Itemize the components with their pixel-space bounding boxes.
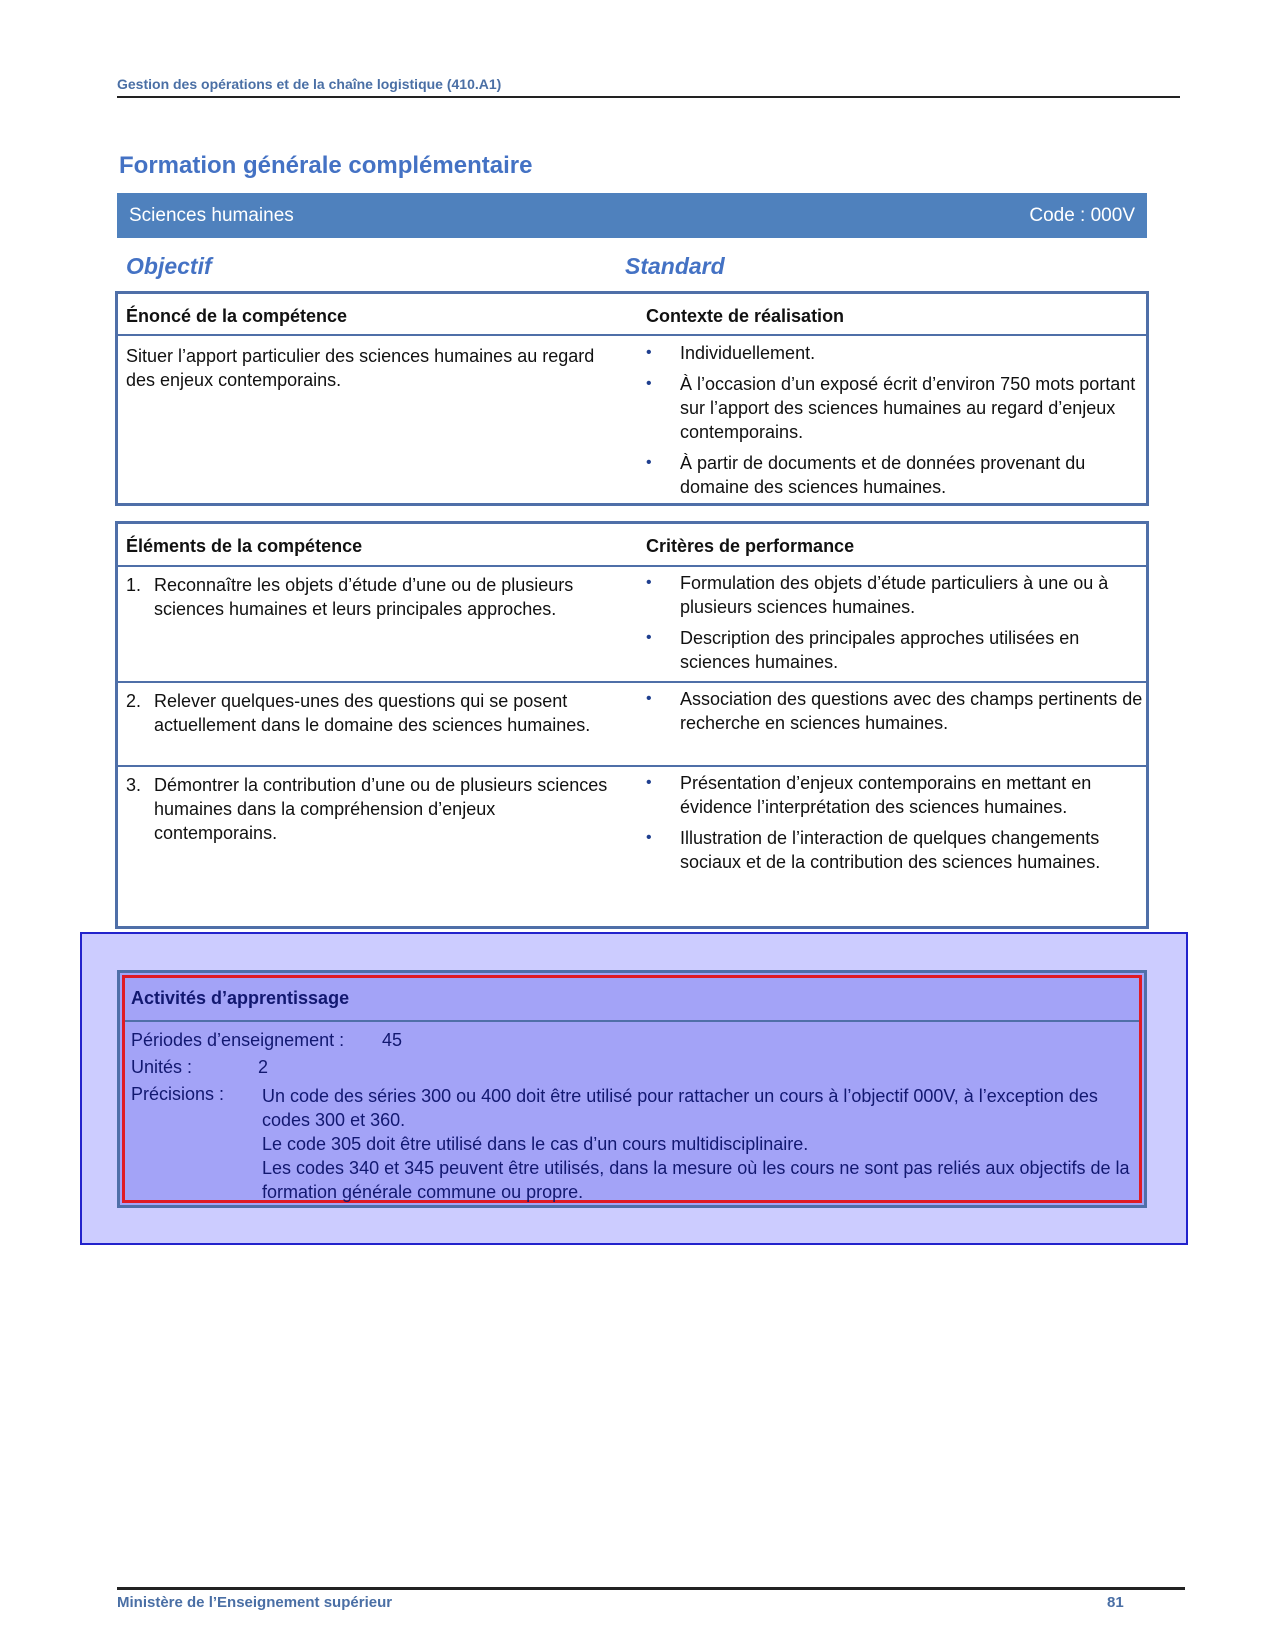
subject-banner: [117, 193, 1147, 238]
bullet-icon: •: [646, 454, 652, 471]
list-item: • Formulation des objets d’étude particuliers à une ou à plusieurs sciences humaines.: [646, 573, 1109, 617]
list-item: • Illustration de l’interaction de quelques changements sociaux et de la contribution des sciences humaines.: [646, 828, 1101, 872]
bullet-icon: •: [646, 774, 652, 791]
elements-header: Éléments de la compétence: [126, 536, 363, 556]
bullet-icon: •: [646, 344, 652, 361]
criteria-header: Critères de performance: [646, 536, 855, 556]
competence-statement: Situer l’apport particulier des sciences humaines au regard des enjeux contemporains.: [126, 346, 595, 390]
standard-heading: Standard: [625, 253, 725, 279]
list-item: • Présentation d’enjeux contemporains en mettant en évidence l’interprétation des sciences humaines.: [646, 773, 1092, 817]
list-item: • Individuellement.: [646, 343, 816, 363]
periods-value: 45: [382, 1030, 403, 1050]
precision-item: Les codes 340 et 345 peuvent être utilisés, dans la mesure où les cours ne sont pas reliés aux objectifs de la formation générale commune ou propre.: [262, 1158, 1130, 1202]
objective-heading: Objectif: [126, 253, 212, 279]
list-item: • Description des principales approches utilisées en sciences humaines.: [646, 628, 1080, 672]
header-rule: [117, 96, 1180, 98]
activities-divider: [125, 1020, 1139, 1022]
context-list: [646, 341, 1150, 499]
activities-title: Activités d’apprentissage: [131, 988, 350, 1008]
subject-name: Sciences humaines: [129, 204, 294, 226]
elements-header-row: [118, 524, 1146, 567]
element-item: 1. Reconnaître les objets d’étude d’une ou de plusieurs sciences humaines et leurs principales approches.: [126, 575, 574, 619]
running-header: Gestion des opérations et de la chaîne logistique (410.A1): [117, 76, 502, 92]
context-header: Contexte de réalisation: [646, 306, 845, 326]
element-item: 3. Démontrer la contribution d’une ou de plusieurs sciences humaines dans la compréhension d’enjeux contemporains.: [126, 775, 608, 843]
precision-item: Le code 305 doit être utilisé dans le cas d’un cours multidisciplinaire.: [262, 1134, 809, 1154]
activities-selection-frame: [122, 975, 1142, 1203]
precisions-label: Précisions :: [131, 1084, 225, 1104]
competence-body-row: [118, 336, 1146, 504]
units-label: Unités :: [131, 1057, 193, 1077]
bullet-icon: •: [646, 690, 652, 707]
table-row: [118, 683, 1146, 767]
page-number: 81: [1107, 1594, 1124, 1611]
competence-header-row: [118, 294, 1146, 336]
criteria-list: [646, 571, 1150, 674]
table-row: [118, 767, 1146, 927]
criteria-list: [646, 771, 1150, 874]
footer-rule: [117, 1587, 1185, 1590]
bullet-icon: •: [646, 629, 652, 646]
table-row: [118, 567, 1146, 683]
criteria-list: [646, 687, 1150, 735]
competence-statement-header: Énoncé de la compétence: [126, 306, 348, 326]
elements-box: [115, 521, 1149, 929]
footer-ministry: Ministère de l’Enseignement supérieur: [117, 1594, 393, 1611]
list-item: • À partir de documents et de données provenant du domaine des sciences humaines.: [646, 453, 1086, 497]
list-item: • À l’occasion d’un exposé écrit d’environ 750 mots portant sur l’apport des sciences humaines au regard d’enjeux contemporains.: [646, 374, 1136, 442]
precisions-text: [262, 1084, 1132, 1204]
precision-item: Un code des séries 300 ou 400 doit être utilisé pour rattacher un cours à l’objectif 000V, à l’exception des codes 300 et 360.: [262, 1086, 1098, 1130]
list-item: • Association des questions avec des champs pertinents de recherche en sciences humaines.: [646, 689, 1143, 733]
subject-code: Code : 000V: [1029, 204, 1135, 226]
page-heading: Formation générale complémentaire: [119, 152, 533, 179]
competence-box: [115, 291, 1149, 506]
units-value: 2: [258, 1057, 269, 1077]
bullet-icon: •: [646, 375, 652, 392]
bullet-icon: •: [646, 829, 652, 846]
activities-box: [117, 970, 1147, 1208]
periods-label: Périodes d’enseignement :: [131, 1030, 345, 1050]
bullet-icon: •: [646, 574, 652, 591]
element-item: 2. Relever quelques-unes des questions qui se posent actuellement dans le domaine des sciences humaines.: [126, 691, 591, 735]
